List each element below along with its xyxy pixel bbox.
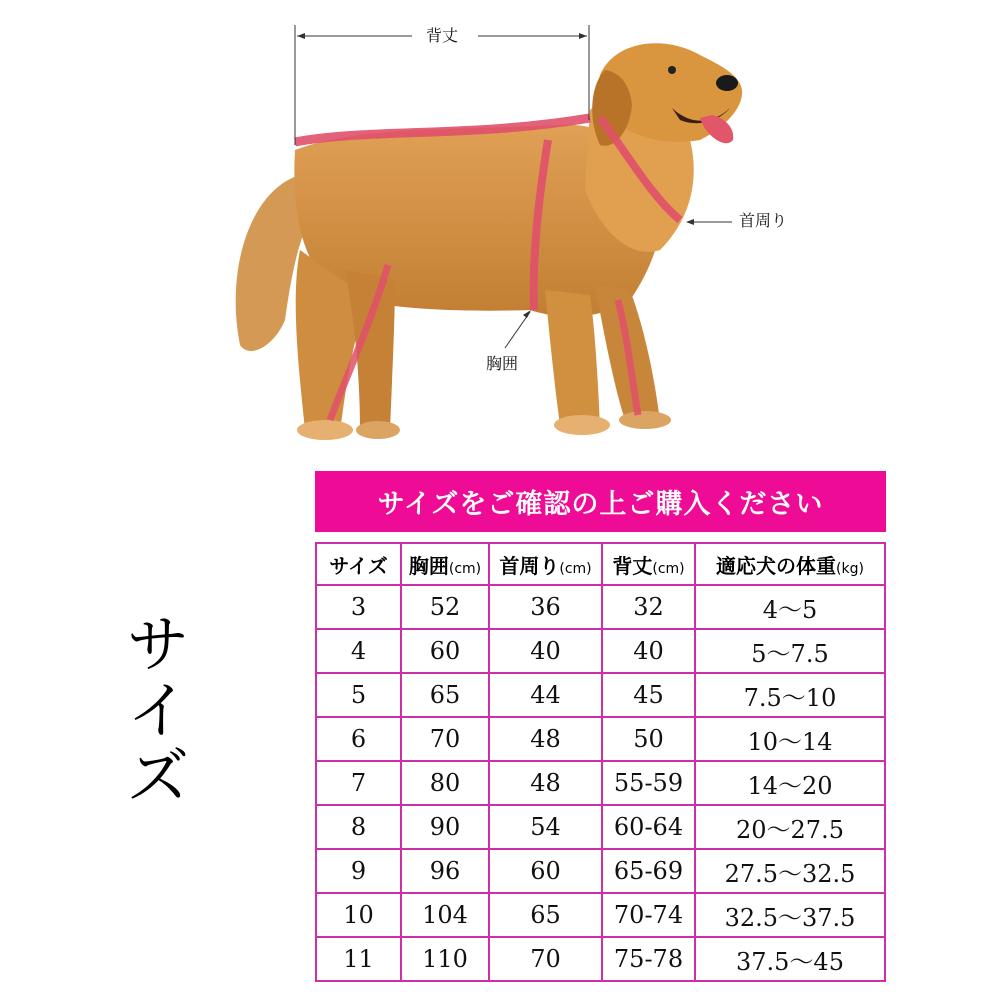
table-cell: 60-64 [602,805,695,849]
title-char: サ [126,608,189,681]
table-row [316,585,885,629]
size-vertical-title [118,608,198,813]
table-cell: 65 [401,673,489,717]
table-cell: 60 [401,629,489,673]
header-neck: 首周り(cm) [489,543,602,585]
table-cell: 32.5～37.5 [695,893,885,937]
table-row [316,717,885,761]
confirm-size-banner: サイズをご確認の上ご購入ください [315,471,886,532]
table-cell: 10 [316,893,401,937]
table-row [316,937,885,981]
table-row [316,893,885,937]
table-cell: 65-69 [602,849,695,893]
table-row [316,673,885,717]
chest-girth-label: 胸囲 [486,354,519,373]
table-cell: 7 [316,761,401,805]
table-row [316,629,885,673]
table-cell: 44 [489,673,602,717]
golden-retriever-illustration [0,0,1001,460]
table-cell: 5 [316,673,401,717]
table-cell: 60 [489,849,602,893]
table-cell: 90 [401,805,489,849]
table-cell: 50 [602,717,695,761]
table-cell: 48 [489,761,602,805]
table-row [316,761,885,805]
size-table [315,542,886,982]
table-cell: 32 [602,585,695,629]
table-cell: 40 [602,629,695,673]
header-size: サイズ [316,543,401,585]
table-cell: 104 [401,893,489,937]
table-cell: 5～7.5 [695,629,885,673]
header-back-length: 背丈(cm) [602,543,695,585]
table-cell: 65 [489,893,602,937]
table-cell: 8 [316,805,401,849]
table-cell: 9 [316,849,401,893]
neck-girth-label: 首周り [739,211,788,230]
table-cell: 14～20 [695,761,885,805]
table-cell: 110 [401,937,489,981]
table-cell: 4 [316,629,401,673]
table-cell: 55-59 [602,761,695,805]
dog-measurement-diagram [0,0,1001,460]
table-cell: 70-74 [602,893,695,937]
table-cell: 37.5～45 [695,937,885,981]
table-cell: 27.5～32.5 [695,849,885,893]
table-cell: 54 [489,805,602,849]
table-cell: 3 [316,585,401,629]
table-cell: 70 [401,717,489,761]
header-chest: 胸囲(cm) [401,543,489,585]
back-length-label: 背丈 [426,26,459,45]
table-header-row [316,543,885,585]
table-cell: 70 [489,937,602,981]
table-cell: 7.5～10 [695,673,885,717]
table-cell: 20～27.5 [695,805,885,849]
header-weight: 適応犬の体重(kg) [695,543,885,585]
table-cell: 40 [489,629,602,673]
table-cell: 6 [316,717,401,761]
table-cell: 75-78 [602,937,695,981]
table-cell: 4～5 [695,585,885,629]
table-cell: 80 [401,761,489,805]
title-char: イ [126,674,189,747]
title-char: ズ [126,740,189,813]
table-row [316,805,885,849]
table-cell: 11 [316,937,401,981]
table-cell: 52 [401,585,489,629]
table-cell: 48 [489,717,602,761]
table-cell: 10～14 [695,717,885,761]
table-cell: 45 [602,673,695,717]
table-cell: 36 [489,585,602,629]
table-body [316,585,885,981]
table-cell: 96 [401,849,489,893]
table-row [316,849,885,893]
